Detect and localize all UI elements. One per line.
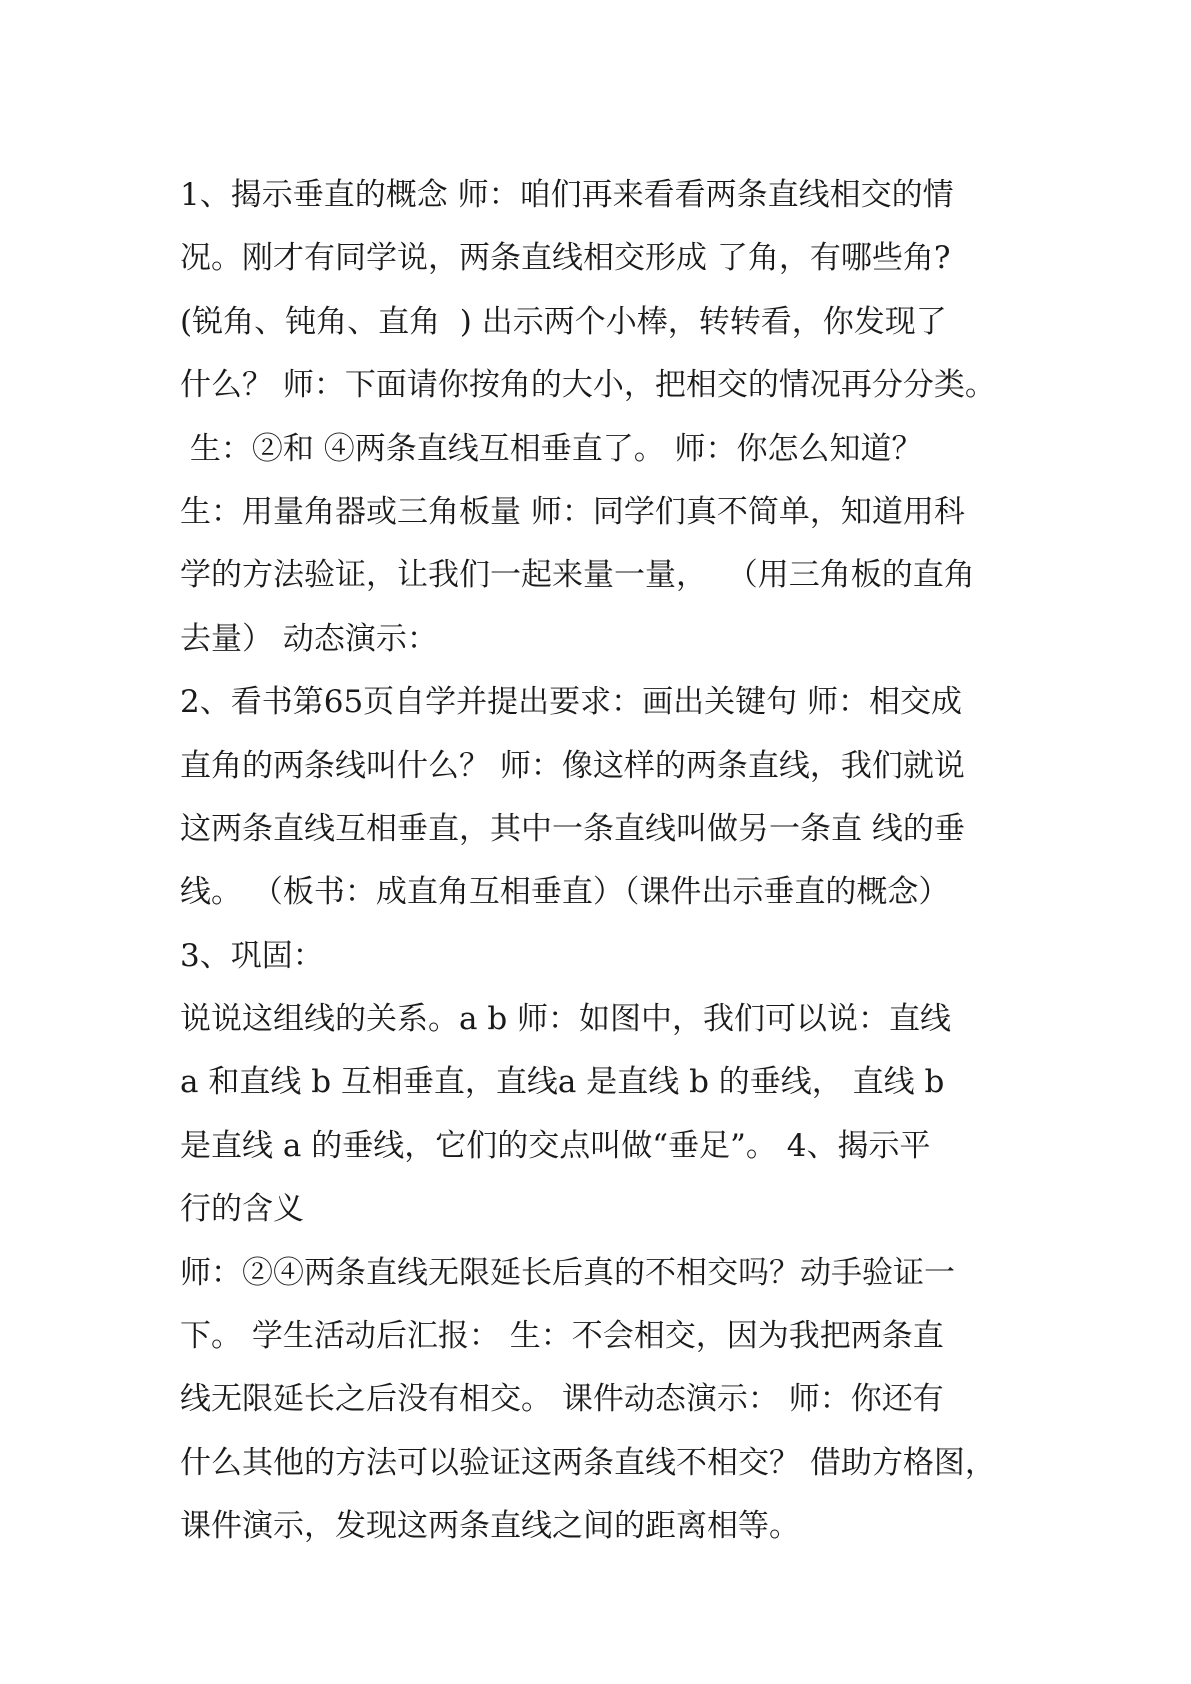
text-line: 行的含义 — [180, 1191, 304, 1228]
text-line: (锐角、钝角、直角 ) 出示两个小棒，转转看，你发现了 — [180, 303, 947, 340]
text-line: 线。 （板书：成直角互相垂直）（课件出示垂直的概念） — [180, 874, 950, 911]
text-line: 直角的两条线叫什么？ 师：像这样的两条直线，我们就说 — [180, 747, 965, 784]
text-line: 学的方法验证，让我们一起来量一量， （用三角板的直角 — [180, 557, 975, 594]
text-line: 去量） 动态演示： — [180, 620, 438, 657]
text-line: 什么？ 师：下面请你按角的大小，把相交的情况再分分类。 — [180, 367, 996, 404]
text-line: 1、揭示垂直的概念 师：咱们再来看看两条直线相交的情 — [180, 177, 954, 213]
text-line: a 和直线 b 互相垂直，直线a 是直线 b 的垂线， 直线 b — [180, 1064, 945, 1101]
text-line: 下。 学生活动后汇报： 生：不会相交，因为我把两条直 — [180, 1318, 944, 1355]
text-line: 线无限延长之后没有相交。 课件动态演示： 师：你还有 — [180, 1381, 944, 1418]
text-line: 2、看书第65页自学并提出要求：画出关键句 师：相交成 — [180, 684, 963, 721]
text-line: 课件演示，发现这两条直线之间的距离相等。 — [180, 1508, 800, 1545]
text-line: 况。刚才有同学说，两条直线相交形成 了角，有哪些角? — [180, 240, 951, 277]
text-line: 是直线 a 的垂线，它们的交点叫做“垂足”。 4、揭示平 — [180, 1127, 931, 1164]
text-line: 说说这组线的关系。a b 师：如图中，我们可以说：直线 — [180, 1001, 952, 1038]
body-text — [180, 164, 1020, 1559]
text-line: 这两条直线互相垂直，其中一条直线叫做另一条直 线的垂 — [180, 810, 965, 847]
text-line: 什么其他的方法可以验证这两条直线不相交？ 借助方格图， — [180, 1444, 996, 1481]
text-line: 3、巩固： — [180, 937, 324, 974]
text-line: 师：②④两条直线无限延长后真的不相交吗？动手验证一 — [180, 1254, 955, 1291]
text-line: 生：②和 ④两条直线互相垂直了。 师：你怎么知道？ — [180, 430, 923, 467]
text-line: 生：用量角器或三角板量 师：同学们真不简单，知道用科 — [180, 493, 965, 530]
